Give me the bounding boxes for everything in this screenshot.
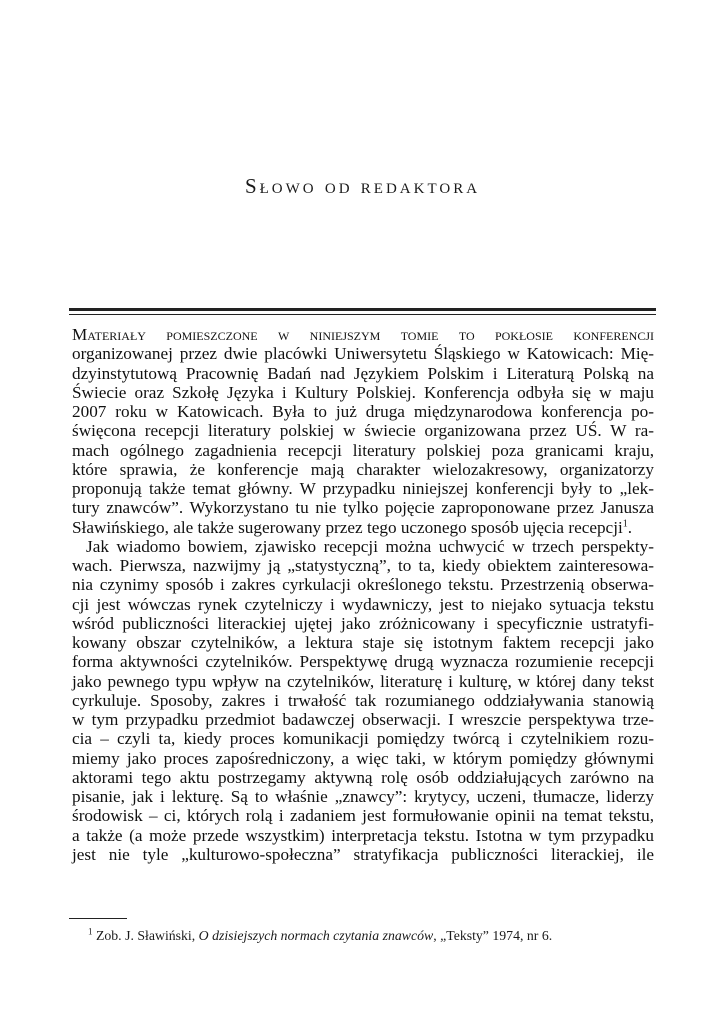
text-line: kowany obszar czytelników, a lektura staje się istotnym faktem recepcji jako xyxy=(72,633,654,652)
footnote-italic-title: O dzisiejszych normach czytania znawców xyxy=(198,928,434,943)
footnote-marker: 1 xyxy=(88,926,93,937)
text-segment: . xyxy=(627,517,633,537)
text-line: jest nie tyle „kulturowo-społeczna” stratyfikacja publiczności literackiej, ile xyxy=(72,844,654,864)
main-text xyxy=(72,325,654,864)
text-line xyxy=(72,518,654,537)
text-line: aktorami tego aktu postrzegamy aktywną rolę osób oddziałujących zarówno na xyxy=(72,767,654,787)
text-line: cyrkuluje. Sposoby, zakres i trwałość tak rozumianego oddziaływania stanowią xyxy=(72,690,654,710)
text-line: które sprawia, że konferencje mają charakter wielozakresowy, organizatorzy xyxy=(72,459,654,479)
footnote-ref[interactable]: 1 xyxy=(622,517,628,529)
text-line: święcona recepcji literatury polskiej w świecie organizowana przez UŚ. W ra- xyxy=(72,421,654,441)
text-line: dzyinstytutową Pracownię Badań nad Językiem Polskim i Literaturą Polską na xyxy=(72,363,654,383)
title-rule-thick xyxy=(69,308,656,311)
footnote-rule xyxy=(69,918,127,919)
text-line: jako pewnego typu wpływ na czytelników, literaturę i kulturę, w której dany tekst xyxy=(72,671,654,691)
small-caps-lead: Materiały pomieszczone w niniejszym tomie to pokłosie konferencji xyxy=(72,325,654,344)
text-line: proponują także temat główny. W przypadku niniejszej konferencji były to „lek- xyxy=(72,479,654,498)
text-line: pisanie, jak i lekturę. Są to właśnie „znawcy”: krytycy, uczeni, tłumacze, liderzy xyxy=(72,787,654,806)
text-line: forma aktywności czytelników. Perspektywę drugą wyznacza rozumienie recepcji xyxy=(72,652,654,672)
text-line: cia – czyli ta, kiedy proces komunikacji pomiędzy twórcą i czytelnikiem rozu- xyxy=(72,729,654,749)
text-line: Świecie oraz Szkołę Języka i Kultury Polskiej. Konferencja odbyła się w maju xyxy=(72,382,654,402)
title-rule-thin xyxy=(69,314,656,315)
footnote xyxy=(88,928,552,944)
text-line: a także (a może przede wszystkim) interpretacja tekstu. Istotna w tym przypadku xyxy=(72,825,654,845)
text-line: cji jest wówczas rynek czytelniczy i wydawniczy, jest to niejako sytuacja tekstu xyxy=(72,594,654,614)
text-line: organizowanej przez dwie placówki Uniwersytetu Śląskiego w Katowicach: Mię- xyxy=(72,344,654,364)
text-line: tury znawców”. Wykorzystano tu nie tylko pojęcie zaproponowane przez Janusza xyxy=(72,498,654,518)
text-line xyxy=(72,325,654,344)
text-line: mach ogólnego zagadnienia recepcji literatury polskiej poza granicami kraju, xyxy=(72,440,654,460)
text-segment: Sławińskiego, ale także sugerowany przez tego uczonego sposób ujęcia recepcji xyxy=(72,517,623,537)
text-line: środowisk – ci, których rolą i zadaniem jest formułowanie opinii na temat tekstu, xyxy=(72,806,654,826)
text-line: wach. Pierwsza, nazwijmy ją „statystyczną”, to ta, kiedy obiektem zainteresowa- xyxy=(72,556,654,575)
text-line: Jak wiadomo bowiem, zjawisko recepcji można uchwycić w trzech perspekty- xyxy=(86,536,654,556)
footnote-prefix: Zob. J. Sławiński, xyxy=(95,928,199,943)
text-line: miemy jako proces zapośredniczony, a więc taki, w którym pomiędzy głównymi xyxy=(72,748,654,768)
text-line: 2007 roku w Katowicach. Była to już druga międzynarodowa konferencja po- xyxy=(72,402,654,421)
text-line: wśród publiczności literackiej ujętej jako zróżnicowany i specyficznie ustratyfi- xyxy=(72,613,654,633)
text-line: w tym przypadku przedmiot badawczej obserwacji. I wreszcie perspektywa trze- xyxy=(72,710,654,729)
page-title: Słowo od redaktora xyxy=(244,174,481,198)
text-line: nia czynimy sposób i zakres cyrkulacji określonego tekstu. Przestrzenią obserwa- xyxy=(72,575,654,595)
footnote-suffix: , „Teksty” 1974, nr 6. xyxy=(433,928,553,943)
